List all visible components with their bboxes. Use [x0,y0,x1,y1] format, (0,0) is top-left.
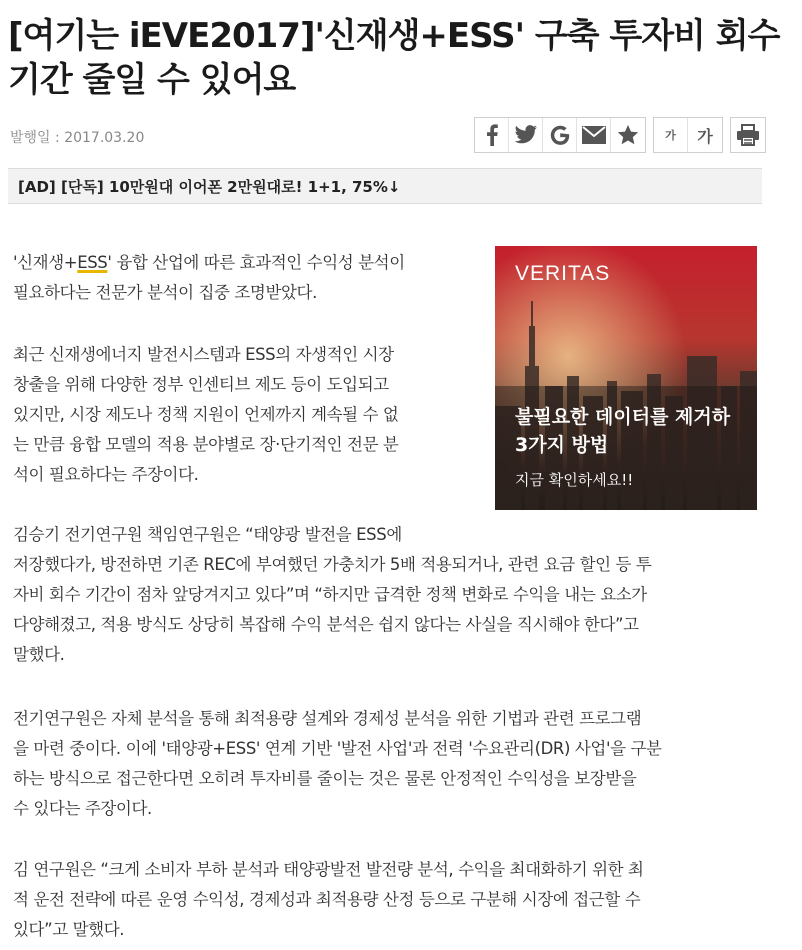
p4-text: 수 있다는 주장이다. [13,799,152,818]
twitter-icon [514,125,538,145]
p5-text: 김 연구원은 “크게 소비자 부하 분석과 태양광발전 발전량 분석, 수익을 최대화하기 위한 최 [13,860,644,879]
p2-text: 있지만, 시장 제도나 정책 지원이 언제까지 계속될 수 없 [13,405,399,424]
p2-text: 는 만큼 융합 모델의 적용 분야별로 장·단기적인 전문 분 [13,435,399,454]
mail-icon [582,126,606,144]
p1-text: 필요하다는 전문가 분석이 집중 조명받았다. [13,283,317,302]
ad-link[interactable]: [AD] [단독] 10만원대 이어폰 2만원대로! 1+1, 75%↓ [18,177,401,196]
p4-text: 전기연구원은 자체 분석을 통해 최적용량 설계와 경제성 분석을 위한 기법과 관련 프로그램 [13,709,642,728]
font-decrease-button[interactable]: 가 [654,118,688,152]
google-share-button[interactable] [543,118,577,152]
p3-text: 저장했다가, 방전하면 기존 REC에 부여했던 가충치가 5배 적용되거나, 관련 요금 할인 등 투 [13,555,652,574]
twitter-share-button[interactable] [509,118,543,152]
paragraph-4 [13,704,662,824]
p4-text: 을 마련 중이다. 이에 '태양광+ESS' 연계 기반 '발전 사업'과 전력 '수요관리(DR) 사업'을 구분 [13,739,662,758]
p3-text: 자비 회수 기간이 점차 앞당겨지고 있다”며 “하지만 급격한 정책 변화로 수익을 내는 요소가 [13,585,647,604]
p4-text: 하는 방식으로 접근한다면 오히려 투자비를 줄이는 것은 물론 안정적인 수익성을 보장받을 [13,769,637,788]
banner-headline-line1: 불필요한 데이터를 제거하 [515,406,731,428]
p2-text: 석이 필요하다는 주장이다. [13,465,199,484]
banner-headline-line2: 3가지 방법 [515,434,609,456]
publish-date: 발행일 : 2017.03.20 [10,130,145,146]
article-title [8,14,788,102]
article-title-line1: [여기는 iEVE2017]'신재생+ESS' 구축 투자비 회수 [8,16,780,56]
p5-text: 적 운전 전략에 따른 운영 수익성, 경제성과 최적용량 산정 등으로 구분해 시장에 접근할 수 [13,890,641,909]
bookmark-button[interactable] [611,118,645,152]
banner-headline [515,403,730,459]
paragraph-5 [13,855,644,945]
p3-text: 김승기 전기연구원 책임연구원은 “태양광 발전을 ESS에 [13,525,402,544]
paragraph-1 [13,248,405,308]
banner-cta: 지금 확인하세요!! [515,471,634,489]
facebook-icon [483,124,501,146]
print-group [730,117,766,153]
p1-ess-term: ESS [77,253,108,272]
print-button[interactable] [731,118,765,152]
veritas-banner-ad[interactable] [495,246,757,510]
ad-bar [8,168,762,204]
p1-text: '신재생+ [13,253,78,272]
paragraph-3 [13,520,651,670]
google-icon [549,124,571,146]
p3-text: 다양해졌고, 적용 방식도 상당히 복잡해 수익 분석은 쉽지 않다는 사실을 직시해야 한다”고 [13,615,639,634]
paragraph-2 [13,340,398,490]
star-icon [617,124,639,146]
p2-text: 창출을 위해 다양한 정부 인센티브 제도 등이 도입되고 [13,375,389,394]
p2-text: 최근 신재생에너지 발전시스템과 ESS의 자생적인 시장 [13,345,394,364]
facebook-share-button[interactable] [475,118,509,152]
article-title-line2: 기간 줄일 수 있어요 [8,60,296,100]
mail-share-button[interactable] [577,118,611,152]
p1-text: ' 융합 산업에 따른 효과적인 수익성 분석이 [107,253,405,272]
print-icon [736,124,760,146]
share-toolbar [474,117,766,153]
font-increase-button[interactable]: 가 [697,126,713,146]
share-buttons [474,117,646,153]
p5-text: 있다”고 말했다. [13,920,125,939]
veritas-logo: VERITAS [515,262,611,285]
font-size-buttons [653,117,723,153]
p3-text: 말했다. [13,645,65,664]
